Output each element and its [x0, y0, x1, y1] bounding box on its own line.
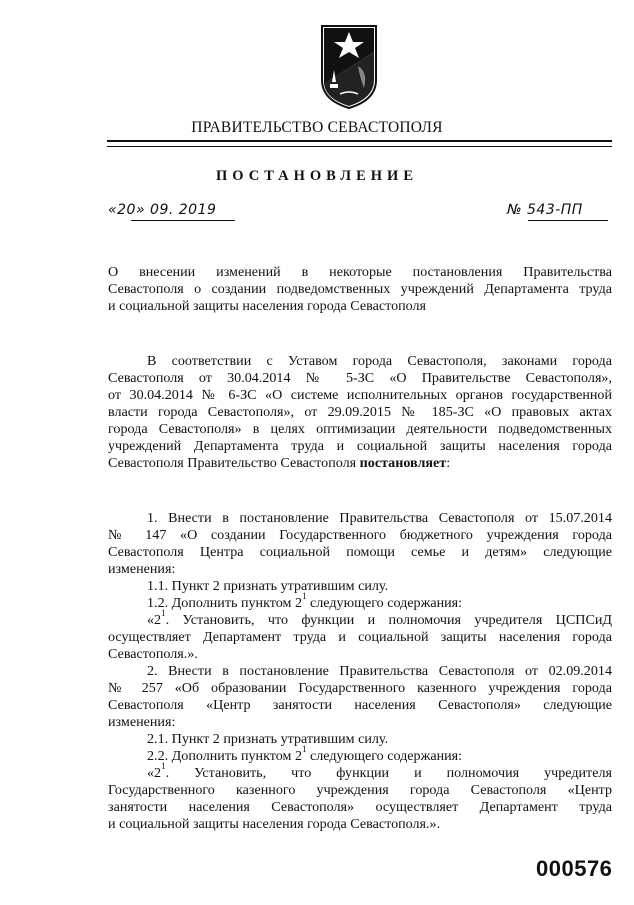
subject-line: и социальной защиты населения города Севастополя: [108, 298, 427, 314]
government-name: ПРАВИТЕЛЬСТВО СЕВАСТОПОЛЯ: [191, 119, 443, 136]
item-2-line: изменения:: [108, 714, 176, 730]
sevastopol-coat-of-arms-emblem: [318, 22, 380, 110]
item-1-quote: «$2^1$. Установить, что функции и полномочия учредителя ЦСПСиД: [147, 608, 612, 628]
document-number: № 543-ПП: [507, 202, 583, 218]
item-1-1: 1.1. Пункт 2 признать утратившим силу.: [147, 578, 389, 594]
item-1-2: 1.2. Дополнить пунктом $2^1$ следующего содержания:: [147, 591, 463, 611]
decrees-word: постановляет: [359, 455, 447, 471]
item-2-quote: занятости населения Севастополя» осуществляет Департамент труда: [108, 799, 612, 815]
item-1-line: № 147 «О создании Государственного бюджетного учреждения города: [108, 527, 612, 543]
item-2-line: Севастополя «Центр занятости населения Севастополя» следующие: [108, 697, 612, 713]
item-2-quote: «$2^1$. Установить, что функции и полномочия учредителя: [147, 761, 612, 781]
header-rule-thick: [107, 140, 612, 142]
subject-line: О внесении изменений в некоторые постановления Правительства: [108, 264, 612, 280]
document-date: «20» 09. 2019: [108, 202, 217, 218]
form-serial-number: 000576: [536, 856, 613, 881]
date-underline: [131, 220, 235, 221]
preamble-line: Севастополя Правительство Севастополя постановляет:: [108, 455, 451, 471]
subject-line: Севастополя о создании подведомственных учреждений Департамента труда: [108, 281, 612, 297]
preamble-line: от 30.04.2014 № 6-ЗС «О системе исполнительных органов государственной: [108, 387, 612, 403]
preamble-line: власти города Севастополя», от 29.09.2015 № 185-ЗС «О правовых актах: [108, 404, 612, 420]
item-1-line: изменения:: [108, 561, 176, 577]
header-rule-thin: [107, 146, 612, 147]
item-2-line: № 257 «Об образовании Государственного казенного учреждения города: [108, 680, 612, 696]
item-1-quote: Севастополя.».: [108, 646, 198, 662]
item-2-2: 2.2. Дополнить пунктом $2^1$ следующего содержания:: [147, 744, 463, 764]
document-type-title: ПОСТАНОВЛЕНИЕ: [215, 168, 418, 184]
preamble-line: учреждений Департамента труда и социальной защиты населения города: [108, 438, 612, 454]
number-underline: [528, 220, 608, 221]
item-2-line: 2. Внести в постановление Правительства Севастополя от 02.09.2014: [147, 663, 612, 679]
preamble-line: Севастополя от 30.04.2014 № 5-ЗС «О Правительстве Севастополя»,: [108, 370, 612, 386]
preamble-line: В соответствии с Уставом города Севастополя, законами города: [147, 353, 612, 369]
item-1-line: 1. Внести в постановление Правительства Севастополя от 15.07.2014: [147, 510, 612, 526]
item-2-quote: и социальной защиты населения города Севастополя.».: [108, 816, 441, 832]
item-1-line: Севастополя Центра социальной помощи семье и детям» следующие: [108, 544, 612, 560]
item-2-quote: Государственного казенного учреждения города Севастополя «Центр: [108, 782, 612, 798]
item-2-1: 2.1. Пункт 2 признать утратившим силу.: [147, 731, 389, 747]
item-1-quote: осуществляет Департамент труда и социальной защиты населения города: [108, 629, 612, 645]
preamble-line: города Севастополя» в целях оптимизации деятельности подведомственных: [108, 421, 612, 437]
